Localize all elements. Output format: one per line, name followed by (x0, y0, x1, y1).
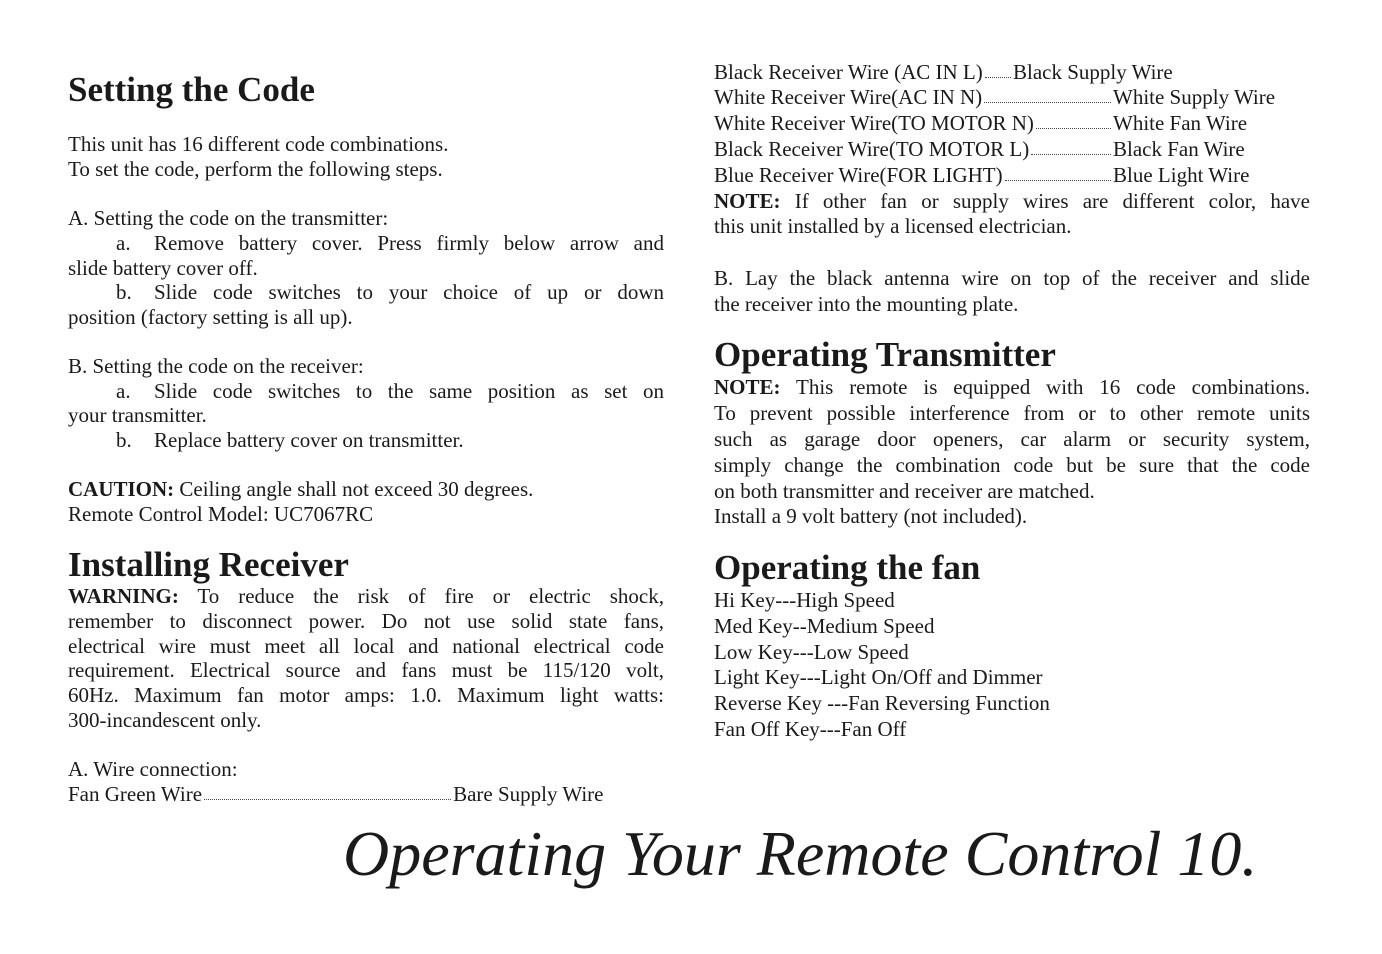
dotted-leader (984, 85, 1111, 103)
transmitter-step-b (68, 280, 664, 305)
warning-text: To reduce the risk of fire or electric shock, (197, 584, 665, 608)
step-label: b. (116, 428, 132, 452)
model-line: Remote Control Model: UC7067RC (68, 502, 374, 526)
transmitter-line-3: such as garage door openers, car alarm or security system, (714, 427, 1310, 451)
transmitter-step-a-cont: slide battery cover off. (68, 256, 258, 280)
transmitter-line-1 (714, 375, 1310, 400)
wire-right-label: White Fan Wire (1113, 111, 1248, 135)
fan-key-med: Med Key--Medium Speed (714, 614, 935, 638)
dotted-leader (1031, 137, 1111, 155)
dotted-leader (985, 60, 1011, 78)
step-label: a. (116, 379, 131, 403)
caution-text: Ceiling angle shall not exceed 30 degrees. (174, 477, 534, 501)
wire-left-cell (714, 111, 1113, 136)
step-text: Replace battery cover on transmitter. (154, 428, 464, 452)
receiver-step-a (68, 379, 664, 404)
transmitter-text: This remote is equipped with 16 code combinations. (796, 375, 1311, 399)
note-label: NOTE: (714, 375, 781, 399)
receiver-steps-title: B. Setting the code on the receiver: (68, 354, 364, 378)
transmitter-step-a (68, 231, 664, 256)
setting-code-heading: Setting the Code (68, 70, 315, 109)
fan-key-light: Light Key---Light On/Off and Dimmer (714, 665, 1043, 689)
wire-row-green (68, 782, 603, 807)
wire-row-white-motor (714, 111, 1247, 136)
warning-line-2: remember to disconnect power. Do not use solid state fans, (68, 609, 664, 633)
wire-left-cell (714, 85, 1113, 110)
antenna-line-1: B. Lay the black antenna wire on top of the receiver and slide (714, 266, 1310, 290)
wire-left-label: White Receiver Wire(TO MOTOR N) (714, 111, 1034, 135)
transmitter-step-b-cont: position (factory setting is all up). (68, 305, 353, 329)
note-text: If other fan or supply wires are different color, have (794, 189, 1310, 213)
wire-left-label: Black Receiver Wire (AC IN L) (714, 60, 983, 84)
receiver-step-b (68, 428, 464, 453)
wire-right-label: White Supply Wire (1113, 85, 1276, 109)
wire-left-label: Blue Receiver Wire(FOR LIGHT) (714, 163, 1003, 187)
fan-key-reverse: Reverse Key ---Fan Reversing Function (714, 691, 1050, 715)
dotted-leader (1005, 163, 1111, 181)
wire-right-label: Black Fan Wire (1113, 137, 1245, 161)
warning-line-3: electrical wire must meet all local and national electrical code (68, 634, 664, 658)
installing-receiver-heading: Installing Receiver (68, 545, 349, 584)
wire-left-cell (714, 60, 1013, 85)
fan-key-off: Fan Off Key---Fan Off (714, 717, 907, 741)
note-line-1 (714, 189, 1310, 214)
dotted-leader (1036, 111, 1111, 129)
caution-label: CAUTION: (68, 477, 175, 501)
wire-left-cell (714, 137, 1113, 162)
wire-row-blue-light (714, 163, 1249, 188)
caution-line (68, 477, 533, 502)
transmitter-line-4: simply change the combination code but be sure that the code (714, 453, 1310, 477)
warning-label: WARNING: (68, 584, 179, 608)
fan-key-hi: Hi Key---High Speed (714, 588, 895, 612)
warning-line-1 (68, 584, 664, 609)
wire-right-label: Black Supply Wire (1013, 60, 1173, 84)
transmitter-steps-title: A. Setting the code on the transmitter: (68, 206, 389, 230)
wire-left-label: Black Receiver Wire(TO MOTOR L) (714, 137, 1030, 161)
wire-left-label: Fan Green Wire (68, 782, 203, 806)
step-text: Slide code switches to your choice of up or down (154, 280, 664, 304)
warning-line-4: requirement. Electrical source and fans must be 115/120 volt, (68, 658, 664, 682)
wire-row-white-ac (714, 85, 1275, 110)
note-line-2: this unit installed by a licensed electrician. (714, 214, 1072, 238)
intro-line-2: To set the code, perform the following steps. (68, 157, 443, 181)
wire-row-black-motor (714, 137, 1245, 162)
step-label: b. (116, 280, 132, 304)
dotted-leader (204, 782, 451, 800)
warning-line-5: 60Hz. Maximum fan motor amps: 1.0. Maximum light watts: (68, 683, 664, 707)
step-text: Remove battery cover. Press firmly below arrow and (154, 231, 664, 255)
transmitter-line-6: Install a 9 volt battery (not included). (714, 504, 1028, 528)
note-label: NOTE: (714, 189, 781, 213)
wire-left-cell (714, 163, 1113, 188)
operating-transmitter-heading: Operating Transmitter (714, 335, 1056, 374)
fan-key-low: Low Key---Low Speed (714, 640, 909, 664)
transmitter-line-2: To prevent possible interference from or to other remote units (714, 401, 1310, 425)
antenna-line-2: the receiver into the mounting plate. (714, 292, 1019, 316)
wire-right-label: Blue Light Wire (1113, 163, 1250, 187)
wire-left-label: White Receiver Wire(AC IN N) (714, 85, 983, 109)
wire-connection-title: A. Wire connection: (68, 757, 238, 781)
wire-row-black-ac (714, 60, 1173, 85)
transmitter-line-5: on both transmitter and receiver are matched. (714, 479, 1095, 503)
step-text: Slide code switches to the same position as set on (154, 379, 664, 403)
wire-right-label: Bare Supply Wire (453, 782, 604, 806)
page-footer-title: Operating Your Remote Control 10. (343, 818, 1258, 889)
operating-fan-heading: Operating the fan (714, 548, 981, 587)
step-label: a. (116, 231, 131, 255)
receiver-step-a-cont: your transmitter. (68, 403, 207, 427)
intro-line-1: This unit has 16 different code combinations. (68, 132, 449, 156)
warning-line-6: 300-incandescent only. (68, 708, 262, 732)
